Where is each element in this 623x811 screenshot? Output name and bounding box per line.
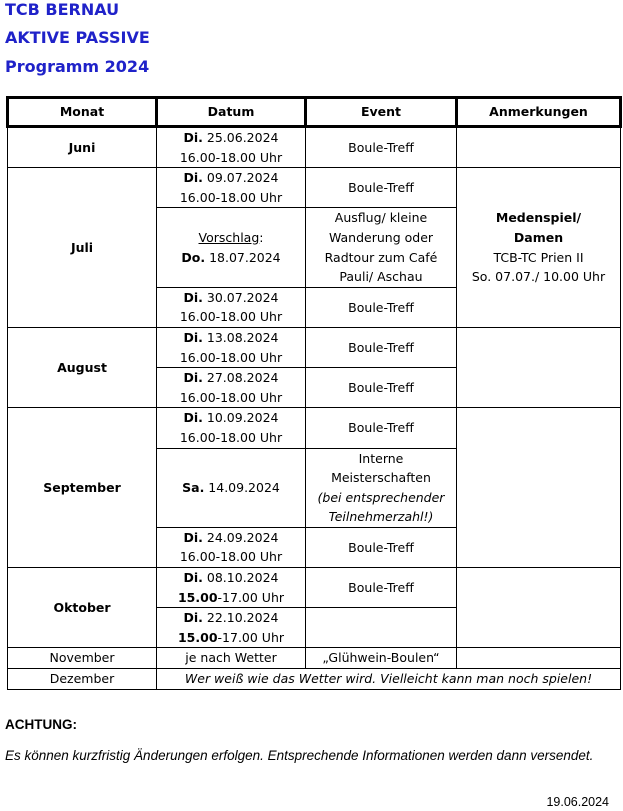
table-row [8, 648, 621, 669]
event-cell: Boule-Treff [306, 287, 457, 327]
footer-title: ACHTUNG: [5, 717, 77, 732]
event-cell: Boule-Treff [306, 327, 457, 367]
table-row [8, 327, 621, 367]
date-cell: Di. 09.07.2024 16.00-18.00 Uhr [157, 168, 306, 208]
table-row [8, 568, 621, 608]
program-table [6, 96, 622, 690]
month-cell: Oktober [8, 568, 157, 648]
notes-cell [457, 408, 621, 568]
column-header-date: Datum [157, 98, 306, 127]
event-cell: Boule-Treff [306, 568, 457, 608]
date-cell: Di. 24.09.2024 16.00-18.00 Uhr [157, 527, 306, 567]
notes-cell [457, 327, 621, 407]
header-program-title: Programm 2024 [5, 57, 150, 76]
event-cell: Boule-Treff [306, 127, 457, 168]
table-row [8, 669, 621, 690]
month-cell: August [8, 327, 157, 407]
month-cell: Juli [8, 168, 157, 328]
column-header-event: Event [306, 98, 457, 127]
event-cell: Boule-Treff [306, 408, 457, 448]
event-cell: Boule-Treff [306, 168, 457, 208]
notes-cell [457, 127, 621, 168]
event-cell: „Glühwein-Boulen“ [306, 648, 457, 669]
table-row [8, 408, 621, 448]
month-cell: November [8, 648, 157, 669]
date-cell: Di. 13.08.2024 16.00-18.00 Uhr [157, 327, 306, 367]
column-header-notes: Anmerkungen [457, 98, 621, 127]
date-cell: Sa. 14.09.2024 [157, 448, 306, 527]
table-header-row [8, 98, 621, 127]
month-cell: Dezember [8, 669, 157, 690]
header-club-name: TCB BERNAU [5, 0, 120, 19]
column-header-month: Monat [8, 98, 157, 127]
date-cell: Di. 30.07.2024 16.00-18.00 Uhr [157, 287, 306, 327]
date-cell: Di. 22.10.2024 15.00-17.00 Uhr [157, 608, 306, 648]
event-cell [306, 608, 457, 648]
header-group-name: AKTIVE PASSIVE [5, 28, 150, 47]
footer-date: 19.06.2024 [546, 795, 609, 809]
table-row [8, 127, 621, 168]
event-cell: Boule-Treff [306, 527, 457, 567]
date-cell: Di. 08.10.2024 15.00-17.00 Uhr [157, 568, 306, 608]
table-row [8, 168, 621, 208]
event-cell: Ausflug/ kleine Wanderung oder Radtour zum Café Pauli/ Aschau [306, 208, 457, 287]
event-cell: Boule-Treff [306, 368, 457, 408]
notes-cell [457, 648, 621, 669]
date-cell: Di. 10.09.2024 16.00-18.00 Uhr [157, 408, 306, 448]
date-cell: Di. 27.08.2024 16.00-18.00 Uhr [157, 368, 306, 408]
notes-cell [457, 568, 621, 648]
date-cell: Vorschlag: Do. 18.07.2024 [157, 208, 306, 287]
event-cell: Interne Meisterschaften (bei entsprechender Teilnehmerzahl!) [306, 448, 457, 527]
notes-cell: Medenspiel/ Damen TCB-TC Prien II So. 07.07./ 10.00 Uhr [457, 168, 621, 328]
date-cell: je nach Wetter [157, 648, 306, 669]
month-cell: Juni [8, 127, 157, 168]
date-cell: Di. 25.06.2024 16.00-18.00 Uhr [157, 127, 306, 168]
footer-text: Es können kurzfristig Änderungen erfolgen. Entsprechende Informationen werden dann versendet. [5, 748, 594, 763]
merged-remark-cell: Wer weiß wie das Wetter wird. Vielleicht kann man noch spielen! [157, 669, 621, 690]
month-cell: September [8, 408, 157, 568]
